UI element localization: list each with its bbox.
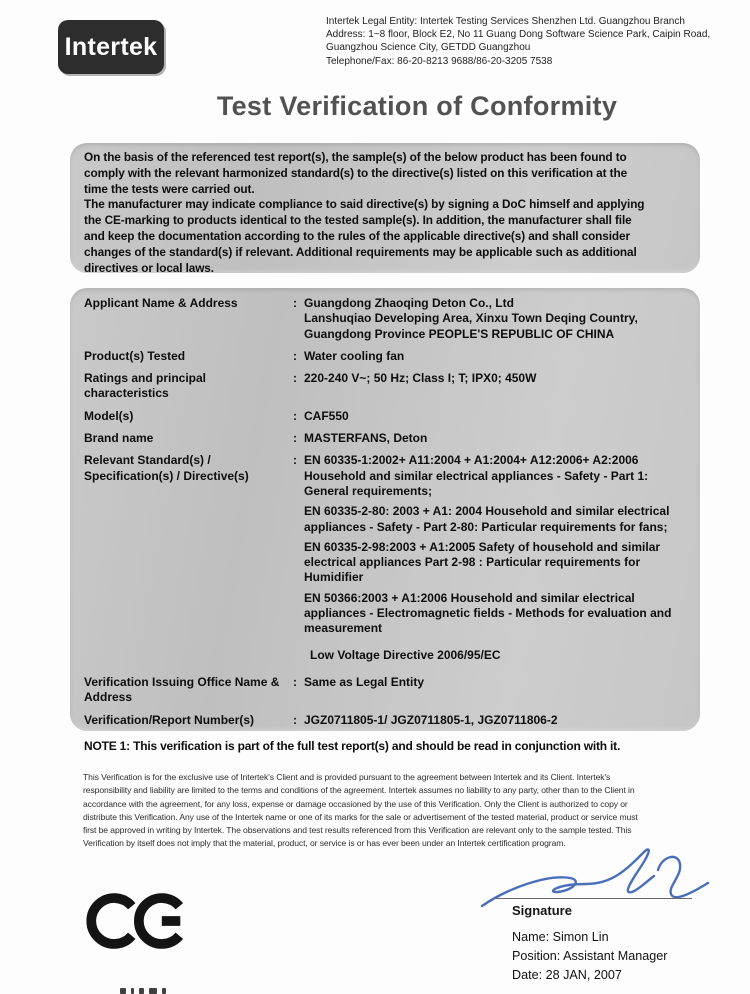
footer-cutoff-marks <box>120 988 166 994</box>
field-label: Relevant Standard(s) / Specification(s) / Directive(s) <box>84 453 249 483</box>
intro-paragraph-2: The manufacturer may indicate compliance to said directive(s) by signing a DoC himself and applying the CE-marking to products identical to the tested sample(s). In addition, the manufacturer shall file and keep the documentation according to the rules of the applicable directive(s) and shall consider changes of the standard(s) if relevant. Additional requirements may be applicable such as additional directives or local laws. <box>84 197 645 273</box>
colon-separator: : <box>293 431 297 446</box>
signatory-details <box>512 928 667 985</box>
field-value: Guangdong Zhaoqing Deton Co., Ltd Lanshuqiao Developing Area, Xinxu Town Deqing Country, Guangdong Province PEOPLE'S REPUBLIC OF CHINA <box>304 296 638 341</box>
intertek-logo <box>58 20 164 74</box>
standard-entry: EN 60335-2-98:2003 + A1:2005 Safety of household and similar electrical appliances Part 2-98 : Particular requirements for Humidifier <box>304 539 661 585</box>
field-label: Verification/Report Number(s) <box>84 712 255 727</box>
colon-separator: : <box>293 674 297 689</box>
standard-entry-directive: Low Voltage Directive 2006/95/EC <box>310 647 501 662</box>
colon-separator: : <box>293 296 297 310</box>
legal-entity-line: Telephone/Fax: 86-20-8213 9688/86-20-3205 7538 <box>326 55 553 67</box>
detail-row-model <box>84 409 688 424</box>
legal-entity-block <box>326 15 748 68</box>
field-value: MASTERFANS, Deton <box>304 431 428 446</box>
legal-entity-line: Address: 1~8 floor, Block E2, No 11 Guang Dong Software Science Park, Caipin Road, <box>326 29 711 41</box>
colon-separator: : <box>293 453 297 468</box>
field-label: Verification Issuing Office Name & Address <box>84 674 280 705</box>
note-line: NOTE 1: This verification is part of the full test report(s) and should be read in conjunction with it. <box>84 739 621 753</box>
intro-panel <box>70 143 700 273</box>
standard-entry: EN 60335-2-80: 2003 + A1: 2004 Household and similar electrical appliances - Safety - Part 2-80: Particular requirements for fans; <box>304 504 670 534</box>
signatory-name: Name: Simon Lin <box>512 930 609 944</box>
colon-separator: : <box>293 371 297 386</box>
standards-list <box>304 453 688 668</box>
detail-row-report-numbers <box>84 713 688 728</box>
disclaimer-text: This Verification is for the exclusive use of Intertek's Client and is provided pursuant to the agreement between Intertek and its Client. Intertek's responsibility and liability are limited to the terms and conditions of the agreement. Intertek assumes no liability to any party, other than to the Client in accordance with the agreement, for any loss, expense or damage occasioned by the use of this Verification. Only the Client is authorized to copy or distribute this Verification. Any use of the Intertek name or one of its marks for the sale or advertisement of the tested material, product or service must first be approved in writing by Intertek. The observations and test results referenced from this Verification are relevant only to the sample tested. This Verification by itself does not imply that the material, product, or service is or has ever been under an Intertek certification program. <box>83 772 638 849</box>
ce-mark-icon <box>86 888 190 959</box>
field-label: Brand name <box>84 431 154 446</box>
colon-separator: : <box>293 348 297 363</box>
field-value: 220-240 V~; 50 Hz; Class I; T; IPX0; 450W <box>304 371 537 386</box>
details-panel <box>70 288 700 731</box>
signature-line <box>496 898 692 899</box>
colon-separator: : <box>293 408 297 423</box>
intertek-logo-text: Intertek <box>64 32 158 61</box>
legal-entity-line: Intertek Legal Entity: Intertek Testing Services Shenzhen Ltd. Guangzhou Branch <box>326 16 685 27</box>
signature-label: Signature <box>512 903 572 918</box>
field-value: CAF550 <box>304 408 349 423</box>
field-value: JGZ0711805-1/ JGZ0711805-1, JGZ0711806-2 <box>304 712 558 727</box>
standard-entry: EN 50366:2003 + A1:2006 Household and similar electrical appliances - Electromagnetic fields - Methods for evaluation and measurement <box>304 590 672 636</box>
field-label: Product(s) Tested <box>84 348 186 363</box>
field-label: Model(s) <box>84 408 134 423</box>
colon-separator: : <box>293 712 297 727</box>
signatory-position: Position: Assistant Manager <box>512 949 668 963</box>
field-label: Ratings and principal characteristics <box>84 371 207 401</box>
intro-paragraph-1: On the basis of the referenced test report(s), the sample(s) of the below product has been found to comply with the relevant harmonized standard(s) to the directive(s) listed on this verification at the time the tests were carried out. <box>84 150 628 196</box>
standard-entry: EN 60335-1:2002+ A11:2004 + A1:2004+ A12:2006+ A2:2006 Household and similar electrical appliances - Safety - Part 1: General requirements; <box>304 453 649 498</box>
detail-row-standards <box>84 453 688 668</box>
detail-row-applicant <box>84 296 688 342</box>
signatory-date: Date: 28 JAN, 2007 <box>512 968 622 982</box>
detail-row-brand <box>84 431 688 446</box>
detail-row-ratings <box>84 371 688 402</box>
field-label: Applicant Name & Address <box>84 296 238 310</box>
detail-row-product <box>84 349 688 364</box>
field-value: Same as Legal Entity <box>304 674 425 689</box>
detail-row-issuing-office <box>84 675 688 706</box>
legal-entity-line: Guangzhou Science City, GETDD Guangzhou <box>326 42 531 54</box>
page-title: Test Verification of Conformity <box>216 91 618 121</box>
field-value: Water cooling fan <box>304 348 405 363</box>
